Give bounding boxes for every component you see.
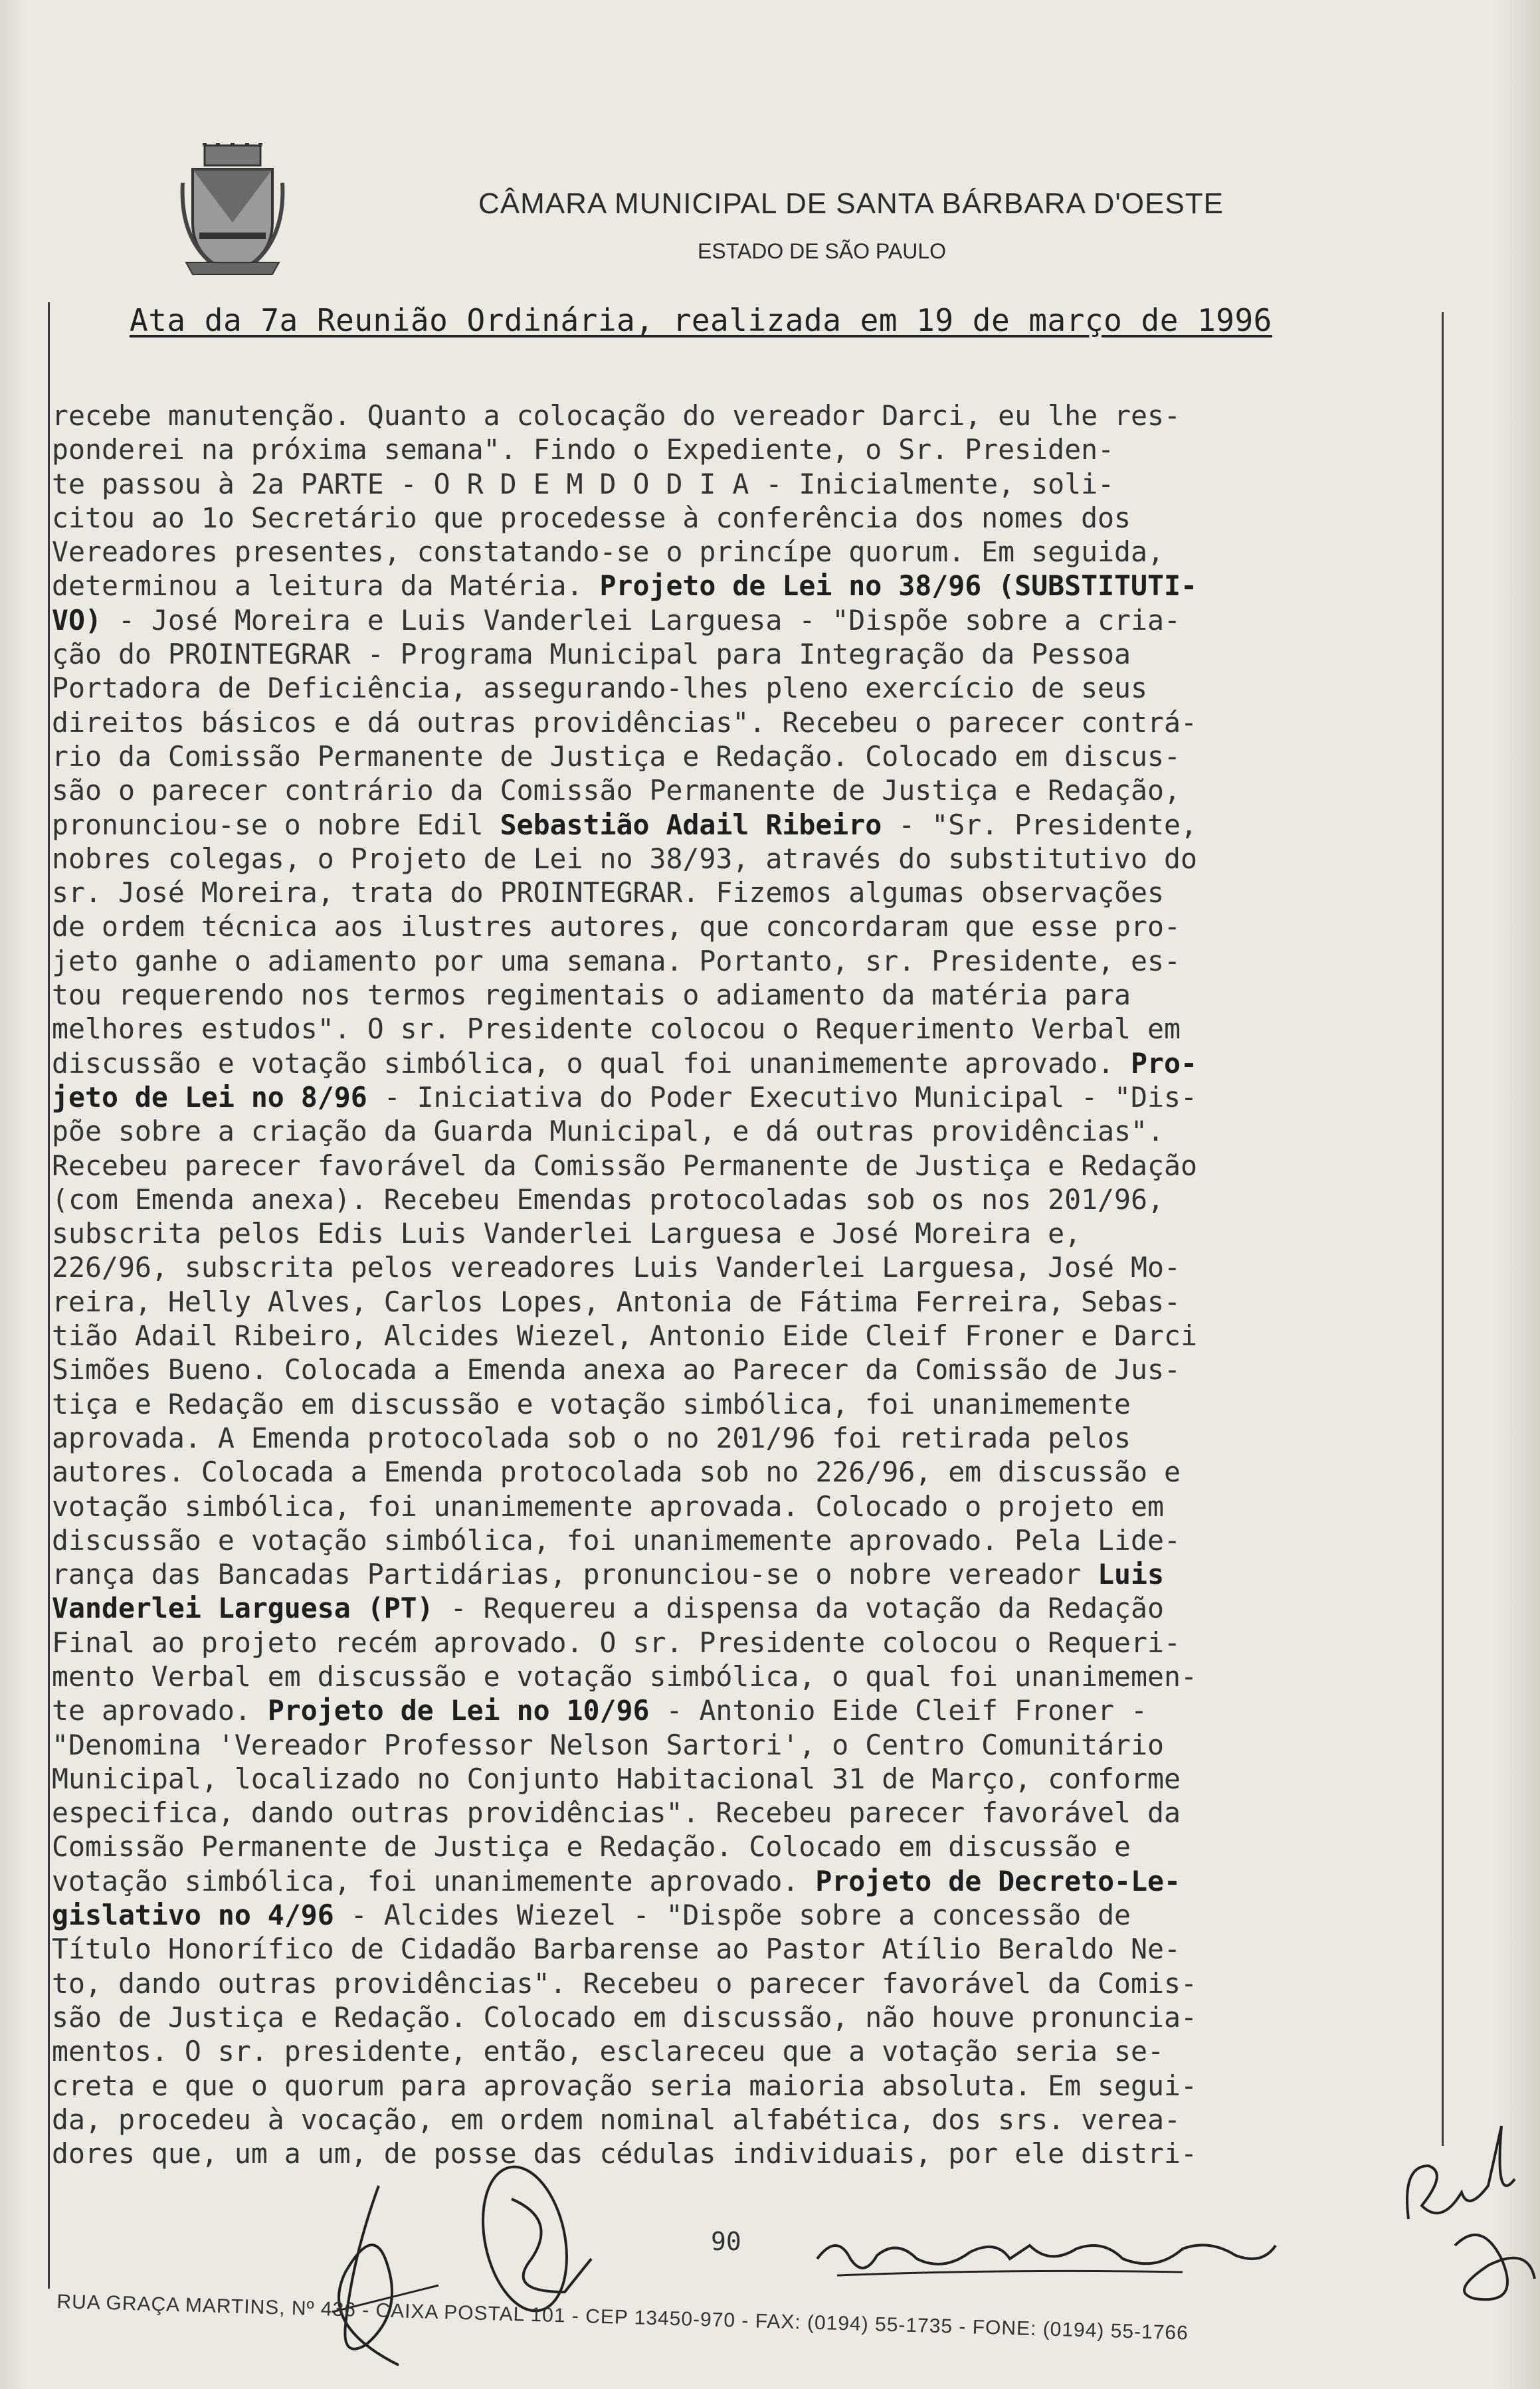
minutes-line: jeto ganhe o adiamento por uma semana. Portanto, sr. Presidente, es- <box>52 944 1181 977</box>
minutes-line: ção do PROINTEGRAR - Programa Municipal para Integração da Pessoa <box>52 638 1131 671</box>
document-title: Ata da 7a Reunião Ordinária, realizada em 19 de março de 1996 <box>130 302 1272 338</box>
minutes-line: votação simbólica, foi unanimemente aprovada. Colocado o projeto em <box>52 1489 1165 1523</box>
minutes-line: Comissão Permanente de Justiça e Redação. Colocado em discussão e <box>52 1830 1131 1863</box>
minutes-line: gislativo no 4/96 - Alcides Wiezel - "Dispõe sobre a concessão de <box>52 1899 1131 1932</box>
minutes-line: jeto de Lei no 8/96 - Iniciativa do Poder Executivo Municipal - "Dis- <box>52 1080 1197 1113</box>
minutes-line: citou ao 1o Secretário que procedesse à conferência dos nomes dos <box>52 501 1131 534</box>
minutes-line: recebe manutenção. Quanto a colocação do vereador Darci, eu lhe res- <box>52 399 1181 432</box>
minutes-line: de ordem técnica aos ilustres autores, que concordaram que esse pro- <box>52 910 1181 943</box>
minutes-line: votação simbólica, foi unanimemente aprovado. Projeto de Decreto-Le- <box>52 1864 1181 1897</box>
minutes-line: mento Verbal em discussão e votação simbólica, o qual foi unanimemen- <box>52 1660 1197 1693</box>
minutes-line: ponderei na próxima semana". Findo o Expediente, o Sr. Presiden- <box>52 433 1115 466</box>
minutes-line: Vanderlei Larguesa (PT) - Requereu a dispensa da votação da Redação <box>52 1592 1165 1625</box>
minutes-line: tiça e Redação em discussão e votação simbólica, foi unanimemente <box>52 1387 1131 1420</box>
minutes-line: Portadora de Deficiência, assegurando-lhes pleno exercício de seus <box>52 672 1148 705</box>
minutes-line: mentos. O sr. presidente, então, esclareceu que a votação seria se- <box>52 2035 1165 2068</box>
minutes-line: discussão e votação simbólica, o qual foi unanimemente aprovado. Pro- <box>52 1046 1197 1080</box>
minutes-line: 226/96, subscrita pelos vereadores Luis Vanderlei Larguesa, José Mo- <box>52 1251 1181 1284</box>
footer-address: RUA GRAÇA MARTINS, Nº 436 - CAIXA POSTAL 101 - CEP 13450-970 - FAX: (0194) 55-1735 - FONE: (0194) 55-1766 <box>56 2291 1189 2344</box>
minutes-line: "Denomina 'Vereador Professor Nelson Sartori', o Centro Comunitário <box>52 1728 1165 1761</box>
minutes-line: são o parecer contrário da Comissão Permanente de Justiça e Redação, <box>52 774 1181 807</box>
minutes-line: nobres colegas, o Projeto de Lei no 38/93, através do substitutivo do <box>52 842 1197 875</box>
minutes-line: Municipal, localizado no Conjunto Habitacional 31 de Março, conforme <box>52 1762 1181 1795</box>
minutes-line: são de Justiça e Redação. Colocado em discussão, não houve pronuncia- <box>52 2000 1197 2034</box>
minutes-line: (com Emenda anexa). Recebeu Emendas protocoladas sob os nos 201/96, <box>52 1183 1165 1216</box>
minutes-line: determinou a leitura da Matéria. Projeto de Lei no 38/96 (SUBSTITUTI- <box>52 569 1197 603</box>
minutes-line: da, procedeu à vocação, em ordem nominal alfabética, dos srs. verea- <box>52 2103 1181 2136</box>
minutes-line: te aprovado. Projeto de Lei no 10/96 - Antonio Eide Cleif Froner - <box>52 1694 1148 1727</box>
minutes-line: to, dando outras providências". Recebeu o parecer favorável da Comis- <box>52 1966 1197 2000</box>
signature-mark-icon <box>1389 2113 1540 2312</box>
minutes-line: autores. Colocada a Emenda protocolada sob no 226/96, em discussão e <box>52 1456 1181 1489</box>
minutes-line: rança das Bancadas Partidárias, pronunciou-se o nobre vereador Luis <box>52 1558 1165 1591</box>
minutes-line: melhores estudos". O sr. Presidente colocou o Requerimento Verbal em <box>52 1012 1181 1046</box>
signature-mark-icon <box>306 2179 465 2378</box>
state-name: ESTADO DE SÃO PAULO <box>698 239 947 263</box>
municipal-coat-of-arms-icon <box>179 143 286 276</box>
minutes-line: creta e que o quorum para aprovação seria maioria absoluta. Em segui- <box>52 2069 1197 2102</box>
left-margin-rule <box>48 302 50 2289</box>
minutes-line: reira, Helly Alves, Carlos Lopes, Antonia de Fátima Ferreira, Sebas- <box>52 1285 1181 1318</box>
minutes-line: pronunciou-se o nobre Edil Sebastião Adail Ribeiro - "Sr. Presidente, <box>52 808 1197 841</box>
signature-mark-icon <box>452 2159 611 2358</box>
minutes-line: subscrita pelos Edis Luis Vanderlei Larguesa e José Moreira e, <box>52 1217 1082 1250</box>
minutes-line: Vereadores presentes, constatando-se o princípe quorum. Em seguida, <box>52 535 1165 569</box>
minutes-line: dores que, um a um, de posse das cédulas individuais, por ele distri- <box>52 2137 1197 2170</box>
page-number: 90 <box>711 2227 741 2256</box>
minutes-line: te passou à 2a PARTE - O R D E M D O D I A - Inicialmente, soli- <box>52 467 1115 500</box>
minutes-line: VO) - José Moreira e Luis Vanderlei Larguesa - "Dispõe sobre a cria- <box>52 603 1181 636</box>
minutes-line: especifica, dando outras providências". Recebeu parecer favorável da <box>52 1796 1181 1830</box>
minutes-line: Título Honorífico de Cidadão Barbarense ao Pastor Atílio Beraldo Ne- <box>52 1933 1181 1966</box>
signature-mark-icon <box>811 2219 1289 2292</box>
minutes-line: Simões Bueno. Colocada a Emenda anexa ao Parecer da Comissão de Jus- <box>52 1353 1181 1386</box>
minutes-line: tião Adail Ribeiro, Alcides Wiezel, Antonio Eide Cleif Froner e Darci <box>52 1319 1197 1353</box>
minutes-line: põe sobre a criação da Guarda Municipal, e dá outras providências". <box>52 1115 1165 1148</box>
institution-name: CÂMARA MUNICIPAL DE SANTA BÁRBARA D'OESTE <box>478 187 1224 220</box>
minutes-line: discussão e votação simbólica, foi unanimemente aprovado. Pela Lide- <box>52 1523 1181 1557</box>
minutes-line: tou requerendo nos termos regimentais o adiamento da matéria para <box>52 979 1131 1012</box>
minutes-line: rio da Comissão Permanente de Justiça e Redação. Colocado em discus- <box>52 739 1181 773</box>
minutes-line: aprovada. A Emenda protocolada sob o no 201/96 foi retirada pelos <box>52 1421 1131 1454</box>
minutes-line: sr. José Moreira, trata do PROINTEGRAR. Fizemos algumas observações <box>52 876 1165 909</box>
minutes-line: Final ao projeto recém aprovado. O sr. Presidente colocou o Requeri- <box>52 1626 1181 1659</box>
minutes-body <box>52 399 1447 2170</box>
minutes-line: Recebeu parecer favorável da Comissão Permanente de Justiça e Redação <box>52 1149 1197 1182</box>
minutes-line: direitos básicos e dá outras providências". Recebeu o parecer contrá- <box>52 706 1197 739</box>
